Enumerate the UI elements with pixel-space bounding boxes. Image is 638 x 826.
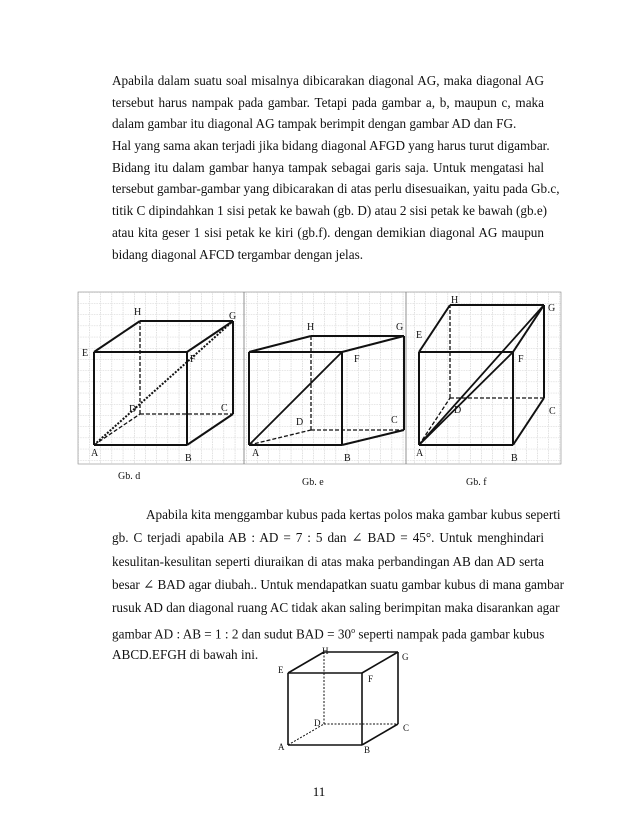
caption-figure-d: Gb. d	[118, 471, 141, 482]
label-B: B	[511, 453, 518, 464]
caption-figure-e: Gb. e	[302, 477, 324, 488]
label-F: F	[190, 354, 196, 365]
caption-figure-f: Gb. f	[466, 477, 487, 488]
label-A: A	[252, 448, 260, 459]
edge-FG	[362, 652, 398, 673]
label-B: B	[344, 453, 351, 464]
label-F: F	[518, 354, 524, 365]
label-H: H	[307, 322, 315, 333]
label-A: A	[91, 448, 99, 459]
text-line: tersebut harus nampak pada gambar. Tetapi pada gambar a, b, maupun c, maka	[112, 94, 544, 110]
label-A: A	[416, 448, 424, 459]
label-A: A	[278, 742, 285, 752]
label-D: D	[314, 718, 321, 728]
text-line: Bidang itu dalam gambar hanya tampak sebagai garis saja. Untuk mengatasi hal	[112, 159, 544, 175]
label-G: G	[229, 311, 237, 322]
label-E: E	[416, 330, 423, 341]
text-line: rusuk AD dan diagonal ruang AC tidak akan saling berimpitan maka disarankan agar	[112, 600, 560, 616]
text-line: titik C dipindahkan 1 sisi petak ke bawah (gb. D) atau 2 sisi petak ke bawah (gb.e)	[112, 203, 548, 219]
text-line: kesulitan-kesulitan seperti diuraikan di atas maka perbandingan AB dan AD serta	[112, 553, 544, 569]
label-E: E	[82, 348, 89, 359]
angle-symbol: ∠	[143, 576, 155, 592]
figure-final-labels	[278, 646, 409, 755]
label-F: F	[354, 354, 360, 365]
text-line: bidang diagonal AFCD tergambar dengan jelas.	[112, 246, 363, 262]
edge-EH	[288, 652, 324, 673]
label-H: H	[134, 307, 142, 318]
label-D: D	[129, 404, 137, 415]
page-number: 11	[312, 784, 326, 799]
text-fragment: seperti nampak pada gambar kubus	[355, 626, 545, 642]
text-fragment: BAD agar diubah.. Untuk mendapatkan suatu gambar kubus di mana gambar	[154, 576, 564, 592]
text-fragment: gb. C terjadi apabila AB : AD = 7 : 5 dan	[112, 530, 347, 546]
text-fragment: besar	[112, 576, 140, 592]
text-line: Hal yang sama akan terjadi jika bidang diagonal AFGD yang harus turut digambar.	[112, 138, 550, 154]
label-F: F	[368, 674, 374, 684]
label-C: C	[549, 406, 556, 417]
text-line: dalam gambar itu diagonal AG tampak berimpit dengan gambar AD dan FG.	[112, 116, 517, 132]
label-B: B	[364, 745, 371, 755]
text-line: tersebut gambar-gambar yang dibicarakan di atas perlu disesuaikan, yaitu pada Gb.c,	[112, 181, 560, 197]
label-G: G	[402, 652, 409, 662]
text-line: Apabila dalam suatu soal misalnya dibicarakan diagonal AG, maka diagonal AG	[112, 73, 544, 88]
edge-BC	[362, 724, 398, 745]
label-D: D	[454, 405, 462, 416]
degree-superscript: o	[351, 626, 356, 636]
label-E: E	[278, 665, 284, 675]
angle-symbol: ∠	[351, 530, 363, 546]
text-line: Apabila kita menggambar kubus pada kertas polos maka gambar kubus seperti	[146, 507, 561, 522]
label-H: H	[451, 295, 459, 306]
text-line: ABCD.EFGH di bawah ini.	[112, 646, 259, 662]
text-fragment: BAD = 45°. Untuk menghindari	[362, 530, 544, 546]
label-H: H	[322, 646, 329, 656]
label-C: C	[391, 415, 398, 426]
label-G: G	[548, 303, 556, 314]
label-C: C	[403, 723, 410, 733]
label-G: G	[396, 322, 404, 333]
label-B: B	[185, 453, 192, 464]
text-fragment: gambar AD : AB = 1 : 2 dan sudut BAD = 30	[112, 626, 352, 642]
text-line: atau kita geser 1 sisi petak ke kiri (gb.f). dengan demikian diagonal AG maupun	[112, 224, 544, 240]
label-D: D	[296, 417, 304, 428]
label-C: C	[221, 403, 228, 414]
